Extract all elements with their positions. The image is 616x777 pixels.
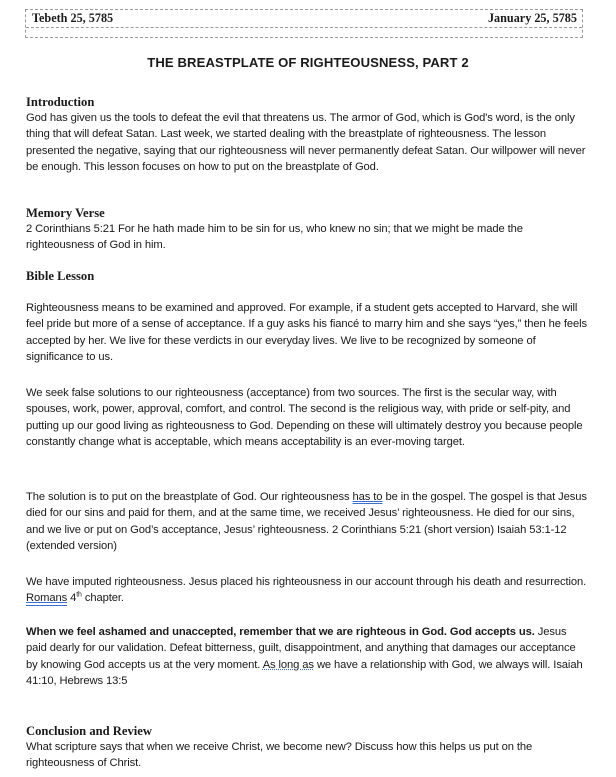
document-title: THE BREASTPLATE OF RIGHTEOUSNESS, PART 2 bbox=[147, 55, 469, 70]
lesson-text: 4 bbox=[67, 592, 77, 605]
lesson-text: Jesus paid dearly for our validation. Defeat bitterness, guilt, disappointment, and anything that damages our acceptance by knowing God accepts us at the very moment. bbox=[26, 626, 576, 671]
date-header-table bbox=[25, 9, 583, 38]
lesson-paragraph bbox=[26, 624, 588, 690]
grammar-flagged-text: As long as bbox=[262, 658, 314, 671]
lesson-paragraph: Righteousness means to be examined and approved. For example, if a student gets accepted to Harvard, she will feel pride but more of a sense of acceptance. If a guy asks his fiancé to marry him and she says “yes,” then he feels accepted by her. We live for these verdicts in our everyday lives. We live to be recognized by someone of significance to us. bbox=[26, 302, 588, 364]
hebrew-date: Tebeth 25, 5785 bbox=[32, 11, 114, 25]
ordinal-superscript: th bbox=[76, 591, 82, 599]
conclusion-section bbox=[26, 723, 588, 772]
memory-verse-heading: Memory Verse bbox=[26, 206, 105, 220]
grammar-flagged-text: has to bbox=[352, 491, 383, 503]
lesson-paragraph bbox=[26, 489, 588, 555]
lesson-paragraph bbox=[26, 574, 588, 607]
bible-lesson-heading: Bible Lesson bbox=[26, 269, 95, 283]
memory-verse-section bbox=[26, 205, 588, 254]
conclusion-text: What scripture says that when we receive Christ, we become new? Discuss how this helps us put on the righteousness of Christ. bbox=[26, 741, 533, 770]
introduction-section bbox=[26, 94, 588, 176]
lesson-text: The solution is to put on the breastplate of God. Our righteousness bbox=[26, 491, 353, 503]
introduction-heading: Introduction bbox=[26, 95, 95, 109]
bible-lesson-paragraph-2 bbox=[26, 385, 588, 451]
introduction-text: God has given us the tools to defeat the evil that threatens us. The armor of God, which is God's word, is the only thing that will defeat Satan. Last week, we started dealing with the breastplate of righteousness. The lesson presented the negative, saying that our righteousness will never permanently defeat Satan. Our willpower will never be enough. This lesson focuses on how to put on the breastplate of God. bbox=[26, 112, 586, 174]
gregorian-date: January 25, 5785 bbox=[487, 11, 577, 25]
lesson-text: we have a relationship with God, we always will. Isaiah 41:10, Hebrews 13:5 bbox=[26, 658, 583, 688]
memory-verse-text: 2 Corinthians 5:21 For he hath made him to be sin for us, who knew no sin; that we might be made the righteousness of God in him. bbox=[26, 223, 523, 252]
lesson-paragraph: We seek false solutions to our righteousness (acceptance) from two sources. The first is the secular way, with spouses, work, power, approval, comfort, and control. The second is the religious way, with pride or self-pity, and putting up our good living as righteousness to God. Depending on these will ultimately destroy you because people constantly change what is acceptable, which means acceptability is an ever-moving target. bbox=[26, 387, 583, 449]
date-header-row bbox=[26, 10, 582, 28]
grammar-flagged-text: Romans bbox=[26, 592, 68, 605]
bible-lesson-paragraph-5 bbox=[26, 624, 588, 690]
lesson-text: chapter. bbox=[81, 592, 124, 605]
bible-lesson-paragraph-3 bbox=[26, 489, 588, 555]
lesson-text: We have imputed righteousness. Jesus placed his righteousness in our account through his death and resurrection. bbox=[26, 576, 587, 588]
bible-lesson-heading-block bbox=[26, 268, 588, 284]
bible-lesson-paragraph-4 bbox=[26, 574, 588, 607]
conclusion-heading: Conclusion and Review bbox=[26, 724, 152, 738]
bible-lesson-paragraph-1 bbox=[26, 300, 588, 366]
lesson-text: be in the gospel. The gospel is that Jesus died for our sins and paid for them, and at the same time, we received Jesus’ righteousness. He died for our sins, and we live or put on God’s acceptance, Jesus’ righteousness. 2 Corinthians 5:21 (short version) Isaiah 53:1-12 (extended version) bbox=[26, 491, 587, 553]
bold-lead-sentence: When we feel ashamed and unaccepted, remember that we are righteous in God. God accepts us. bbox=[26, 626, 535, 638]
